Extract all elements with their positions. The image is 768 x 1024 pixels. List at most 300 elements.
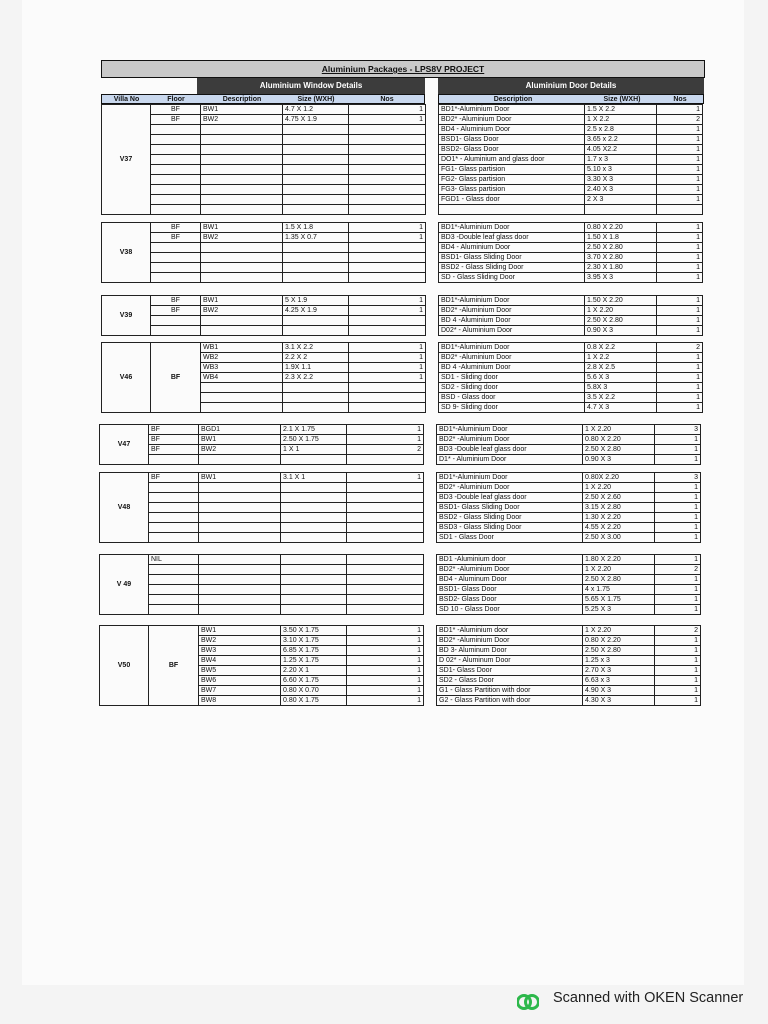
window-description [201,326,283,336]
window-size: 1.25 X 1.75 [281,656,347,666]
col-villa-no: Villa No [113,96,140,103]
window-size [281,493,347,503]
window-description [199,533,281,543]
table-row [102,343,426,353]
door-size: 2 X 3 [585,195,657,205]
door-qty: 1 [655,483,701,493]
door-qty: 1 [657,195,703,205]
window-size [283,135,349,145]
door-size: 1.25 x 3 [583,656,655,666]
col-door-nos: Nos [673,96,687,103]
window-qty: 1 [349,363,426,373]
window-size [283,155,349,165]
door-table [438,295,703,336]
floor-cell [151,243,201,253]
table-row [100,493,424,503]
door-size: 2.50 X 3.00 [583,533,655,543]
door-description: BD2* -Aluminium Door [437,636,583,646]
door-description: BD2* -Aluminium Door [439,306,585,316]
door-size: 3.5 X 2.2 [585,393,657,403]
door-size: 1.80 X 2.20 [583,555,655,565]
door-qty: 1 [655,676,701,686]
door-size: 4.90 X 3 [583,686,655,696]
door-qty: 1 [657,253,703,263]
table-row [439,125,703,135]
table-row [437,605,701,615]
table-row [439,233,703,243]
window-qty: 1 [347,696,424,706]
door-qty: 1 [657,316,703,326]
door-qty [657,205,703,215]
window-size: 6.60 X 1.75 [281,676,347,686]
door-qty: 1 [657,233,703,243]
window-description: WB1 [201,343,283,353]
door-qty: 1 [655,435,701,445]
door-size: 0.90 X 3 [583,455,655,465]
window-qty [349,403,426,413]
window-size [283,316,349,326]
window-description: BW1 [201,223,283,233]
window-size [281,523,347,533]
table-row [437,626,701,636]
window-qty [347,585,424,595]
door-description: FG1- Glass partision [439,165,585,175]
window-size: 3.50 X 1.75 [281,626,347,636]
door-size: 5.65 X 1.75 [583,595,655,605]
table-row [100,503,424,513]
door-description: FG3- Glass partision [439,185,585,195]
window-size [283,165,349,175]
window-qty [349,185,426,195]
table-row [437,493,701,503]
door-description: D 02* - Aluminum Door [437,656,583,666]
table-row [437,565,701,575]
door-size: 4.30 X 3 [583,696,655,706]
window-qty: 1 [347,646,424,656]
window-description: BW3 [199,646,281,656]
door-description: BSD2 - Glass Sliding Door [439,263,585,273]
floor-cell [151,326,201,336]
window-description [201,135,283,145]
window-size: 6.85 X 1.75 [281,646,347,656]
door-qty: 1 [657,165,703,175]
window-table [101,222,426,283]
table-row [102,205,426,215]
floor-cell: BF [151,306,201,316]
door-table [436,554,701,615]
col-door-size: Size (WXH) [603,96,641,103]
table-row [437,595,701,605]
door-description: BSD1- Glass Door [437,585,583,595]
floor-cell [151,165,201,175]
table-row [102,105,426,115]
window-size: 5 X 1.9 [283,296,349,306]
table-row [102,326,426,336]
window-description [201,175,283,185]
table-row [437,435,701,445]
door-size: 1 X 2.20 [583,425,655,435]
window-qty [349,316,426,326]
window-size: 1 X 1 [281,445,347,455]
door-size: 0.8 X 2.2 [585,343,657,353]
door-size: 4.55 X 2.20 [583,523,655,533]
window-size [281,533,347,543]
door-qty: 1 [657,403,703,413]
door-size: 3.95 X 3 [585,273,657,283]
floor-cell: BF [151,343,201,413]
door-description: BSD1- Glass Sliding Door [437,503,583,513]
door-qty: 1 [655,696,701,706]
door-size: 1.30 X 2.20 [583,513,655,523]
floor-cell: NIL [149,555,199,565]
col-size: Size (WXH) [297,96,335,103]
door-qty: 1 [657,125,703,135]
door-description: BD1 -Aluminium door [437,555,583,565]
window-description [199,503,281,513]
window-description: BW1 [201,105,283,115]
window-qty: 1 [349,115,426,125]
table-row [439,403,703,413]
window-qty: 1 [347,435,424,445]
table-row [100,455,424,465]
door-size: 5.25 X 3 [583,605,655,615]
table-row [102,145,426,155]
window-qty: 1 [349,353,426,363]
table-row [100,425,424,435]
door-description: SD2 - Glass Door [437,676,583,686]
window-table [99,554,424,615]
window-qty [349,175,426,185]
door-description: BD4 - Aluminium Door [439,125,585,135]
window-qty: 1 [349,343,426,353]
floor-cell [149,455,199,465]
door-qty: 1 [657,135,703,145]
door-qty: 1 [655,575,701,585]
door-qty: 1 [655,646,701,656]
window-size: 2.3 X 2.2 [283,373,349,383]
table-row [102,223,426,233]
col-description: Description [222,96,262,103]
window-qty [349,135,426,145]
window-description [201,253,283,263]
door-qty: 1 [655,445,701,455]
door-description: BD3 -Double leaf glass door [437,445,583,455]
window-description: BW2 [201,306,283,316]
door-qty: 1 [657,185,703,195]
window-size [281,605,347,615]
door-qty: 1 [657,243,703,253]
table-row [100,585,424,595]
floor-cell: BF [151,105,201,115]
door-size: 3.70 X 2.80 [585,253,657,263]
col-nos: Nos [380,96,394,103]
window-qty: 1 [347,636,424,646]
window-size [281,565,347,575]
door-description: BD3 -Double leaf glass door [439,233,585,243]
table-row [102,253,426,263]
window-qty: 1 [349,223,426,233]
table-row [437,513,701,523]
door-qty: 1 [657,175,703,185]
table-row [437,455,701,465]
window-qty [347,493,424,503]
door-description: BD4 - Aluminium Door [439,243,585,253]
window-description [199,523,281,533]
window-qty: 1 [349,233,426,243]
villa-number: V39 [102,296,151,336]
table-row [102,273,426,283]
door-qty: 2 [655,626,701,636]
window-qty: 1 [347,666,424,676]
table-row [437,483,701,493]
floor-cell: BF [151,223,201,233]
table-row [437,445,701,455]
door-description: SD1 - Glass Door [437,533,583,543]
floor-cell: BF [149,425,199,435]
window-size [281,575,347,585]
floor-cell: BF [151,115,201,125]
door-size: 1 X 2.2 [585,115,657,125]
door-qty: 1 [655,666,701,676]
table-row [439,273,703,283]
door-qty: 1 [655,555,701,565]
villa-number: V46 [102,343,151,413]
floor-cell: BF [149,435,199,445]
floor-cell [149,523,199,533]
table-row [102,195,426,205]
window-description: BW2 [201,233,283,243]
window-qty: 1 [347,686,424,696]
door-size: 2.50 X 2.80 [583,445,655,455]
door-size: 1 X 2.20 [583,626,655,636]
window-qty [349,145,426,155]
door-description: FG2- Glass partision [439,175,585,185]
door-qty: 1 [655,656,701,666]
table-row [439,306,703,316]
window-description: BW6 [199,676,281,686]
door-description: DO1* - Aluminium and glass door [439,155,585,165]
door-size: 2.30 X 1.80 [585,263,657,273]
floor-cell [151,205,201,215]
window-table [101,295,426,336]
floor-cell [149,503,199,513]
floor-cell [149,595,199,605]
window-table [101,342,426,413]
door-qty: 1 [657,326,703,336]
door-size: 2.50 X 2.80 [585,243,657,253]
floor-cell [151,145,201,155]
window-qty [347,513,424,523]
window-qty [347,565,424,575]
window-size [283,243,349,253]
door-qty: 1 [657,145,703,155]
window-qty [347,575,424,585]
window-description [201,165,283,175]
table-row [100,595,424,605]
door-size: 6.63 x 3 [583,676,655,686]
door-size: 2.70 X 3 [583,666,655,676]
floor-cell: BF [151,233,201,243]
floor-cell [151,185,201,195]
window-description [201,195,283,205]
window-size: 0.80 X 1.75 [281,696,347,706]
door-description: BD2* -Aluminium Door [439,353,585,363]
door-qty: 3 [655,425,701,435]
window-table [99,424,424,465]
door-size: 2.50 X 2.80 [583,646,655,656]
table-row [102,135,426,145]
floor-cell [151,195,201,205]
door-table [436,472,701,543]
table-row [437,646,701,656]
floor-cell [149,565,199,575]
table-row [437,503,701,513]
table-row [439,195,703,205]
door-qty: 1 [657,223,703,233]
window-size: 3.10 X 1.75 [281,636,347,646]
floor-cell: BF [149,445,199,455]
window-size [283,195,349,205]
window-description: BW4 [199,656,281,666]
window-size [283,263,349,273]
window-description [201,383,283,393]
door-size: 1 X 2.20 [583,483,655,493]
table-row [439,343,703,353]
table-row [437,636,701,646]
door-size: 5.6 X 3 [585,373,657,383]
window-description [201,403,283,413]
door-description: BD4 - Aluminum Door [437,575,583,585]
table-row [437,473,701,483]
door-size: 2.40 X 3 [585,185,657,195]
door-qty: 1 [657,155,703,165]
door-size: 2.50 X 2.60 [583,493,655,503]
floor-cell [149,575,199,585]
door-qty: 1 [657,263,703,273]
window-size: 2.1 X 1.75 [281,425,347,435]
window-size [281,595,347,605]
door-description: BSD1- Glass Door [439,135,585,145]
door-description: SD 10 - Glass Door [437,605,583,615]
door-qty: 2 [655,565,701,575]
door-description: G2 - Glass Partition with door [437,696,583,706]
window-description [199,555,281,565]
table-row [100,555,424,565]
table-row [102,263,426,273]
floor-cell: BF [149,473,199,483]
table-row [437,585,701,595]
window-description [201,185,283,195]
door-column-headers [438,94,704,104]
oken-scanner-logo [517,993,539,1011]
window-size [283,145,349,155]
door-qty: 1 [657,105,703,115]
table-row [100,565,424,575]
table-row [439,165,703,175]
table-row [100,605,424,615]
window-description [201,205,283,215]
window-qty [347,595,424,605]
door-size: 4 x 1.75 [583,585,655,595]
window-description: BW1 [201,296,283,306]
window-qty [349,263,426,273]
window-size [283,205,349,215]
table-row [100,626,424,636]
window-size [281,455,347,465]
window-size [283,185,349,195]
window-size: 2.20 X 1 [281,666,347,676]
door-qty: 1 [657,353,703,363]
window-qty [349,383,426,393]
window-details-header: Aluminium Window Details [197,78,425,94]
door-qty: 1 [655,493,701,503]
floor-cell [151,253,201,263]
window-qty [347,555,424,565]
table-row [102,233,426,243]
table-row [439,105,703,115]
table-row [100,445,424,455]
window-description [201,263,283,273]
door-qty: 1 [657,393,703,403]
window-qty: 1 [347,626,424,636]
door-description: BD1*-Aluminium Door [439,105,585,115]
window-size [283,393,349,403]
door-table [438,222,703,283]
table-row [102,125,426,135]
table-row [439,135,703,145]
table-row [100,435,424,445]
door-description: BD 3- Aluminum Door [437,646,583,656]
window-description: WB2 [201,353,283,363]
table-row [437,676,701,686]
door-table [438,342,703,413]
window-description [199,575,281,585]
door-description: SD - Glass Sliding Door [439,273,585,283]
villa-number: V37 [102,105,151,215]
window-size [283,175,349,185]
window-qty: 1 [349,296,426,306]
door-description: BSD2 - Glass Sliding Door [437,513,583,523]
window-description [199,595,281,605]
window-qty [347,483,424,493]
window-size [281,503,347,513]
door-description: BD2* -Aluminium Door [439,115,585,125]
door-qty: 1 [655,605,701,615]
door-qty: 1 [655,503,701,513]
villa-number: V48 [100,473,149,543]
table-row [439,253,703,263]
table-row [100,483,424,493]
window-description [199,585,281,595]
door-size: 1.50 X 2.20 [585,296,657,306]
table-row [439,326,703,336]
window-size: 3.1 X 2.2 [283,343,349,353]
window-size: 4.75 X 1.9 [283,115,349,125]
door-description: BD 4 -Aluminium Door [439,363,585,373]
door-size: 4.05 X2.2 [585,145,657,155]
window-qty: 2 [347,445,424,455]
window-size [281,585,347,595]
door-size: 1.7 x 3 [585,155,657,165]
door-qty: 1 [657,373,703,383]
table-row [102,243,426,253]
door-qty: 1 [657,273,703,283]
door-description: SD 9- Sliding door [439,403,585,413]
window-qty [347,523,424,533]
table-row [102,115,426,125]
door-size: 0.90 X 3 [585,326,657,336]
door-description: BD1* -Aluminium door [437,626,583,636]
